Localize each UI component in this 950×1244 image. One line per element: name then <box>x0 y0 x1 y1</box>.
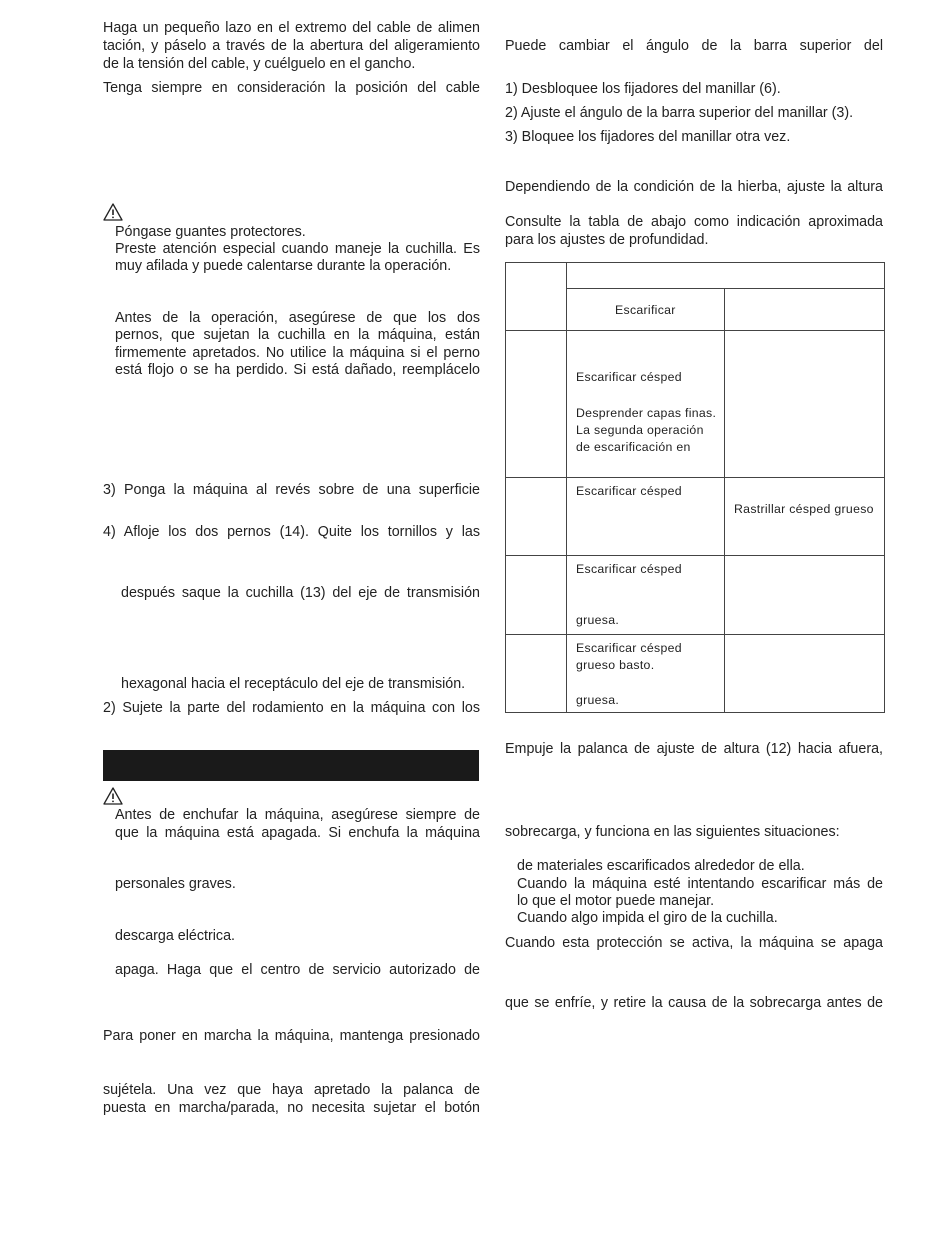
bullet3-line: Cuando algo impida el giro de la cuchilla. <box>517 910 778 926</box>
table-header-cell-col2 <box>725 289 885 331</box>
left-p1-line3: de la tensión del cable, y cuélguelo en el gancho. <box>103 56 416 72</box>
left-p2-line1: Tenga siempre en consideración la posición del cable <box>103 80 480 96</box>
table-header-cell-setting <box>506 263 567 331</box>
row4-col1-line1: Escarificar césped <box>576 641 682 655</box>
left-p4-line1: Para poner en marcha la máquina, mantenga presionado <box>103 1028 480 1044</box>
step2-line: 2) Sujete la parte del rodamiento en la máquina con los <box>103 700 480 716</box>
hex-line: hexagonal hacia el receptáculo del eje de transmisión. <box>121 676 466 692</box>
row2-col1: Escarificar césped <box>576 484 682 498</box>
step4-cont-line: después saque la cuchilla (13) del eje de transmisión <box>121 585 480 601</box>
row1-col1-line1: Escarificar césped <box>576 370 682 384</box>
right-p4-line1: Empuje la palanca de ajuste de altura (12) hacia afuera, <box>505 741 883 757</box>
left-p5-line1: sujétela. Una vez que haya apretado la palanca de <box>103 1082 480 1098</box>
left-p1-line1: Haga un pequeño lazo en el extremo del cable de alimen <box>103 20 480 36</box>
warning1-line3: muy afilada y puede calentarse durante la operación. <box>115 258 452 274</box>
table-row <box>506 635 885 713</box>
table-row <box>506 331 885 478</box>
row3-col1-line2: gruesa. <box>576 613 620 627</box>
table-cell <box>506 331 567 478</box>
table-cell <box>567 478 725 556</box>
right-p7-line1: que se enfríe, y retire la causa de la sobrecarga antes de <box>505 995 883 1011</box>
right-list-item-2: 2) Ajuste el ángulo de la barra superior del manillar (3). <box>505 105 854 121</box>
right-p6-line1: Cuando esta protección se activa, la máquina se apaga <box>505 935 883 951</box>
right-p3-line1: Consulte la tabla de abajo como indicación aproximada <box>505 214 883 230</box>
right-list-item-1: 1) Desbloquee los fijadores del manillar (6). <box>505 81 781 97</box>
table-cell <box>567 331 725 478</box>
warning2-line1: Antes de enchufar la máquina, asegúrese siempre de <box>115 807 480 823</box>
table-cell <box>725 635 885 713</box>
step3-line: 3) Ponga la máquina al revés sobre de una superficie <box>103 482 480 498</box>
table-cell <box>506 556 567 635</box>
bullet1-line: de materiales escarificados alrededor de ella. <box>517 858 805 874</box>
depth-settings-table <box>505 262 885 713</box>
warning2-line2: que la máquina está apagada. Si enchufa la máquina <box>115 825 480 841</box>
warning1-line2: Preste atención especial cuando maneje la cuchilla. Es <box>115 241 480 257</box>
row4-col1-line2: grueso basto. <box>576 658 655 672</box>
warning2-line3: personales graves. <box>115 876 236 892</box>
warning2-line5: apaga. Haga que el centro de servicio autorizado de <box>115 962 480 978</box>
row1-col1-line3: La segunda operación <box>576 423 704 437</box>
bullet2-line1: Cuando la máquina esté intentando escarificar más de <box>517 876 883 892</box>
table-header-cell-escarificar <box>567 289 725 331</box>
left-p1-line2: tación, y páselo a través de la abertura del aligeramiento <box>103 38 480 54</box>
table-row <box>506 556 885 635</box>
warning1-line1: Póngase guantes protectores. <box>115 224 306 240</box>
right-p1-line1: Puede cambiar el ángulo de la barra superior del <box>505 38 883 54</box>
step4-line: 4) Afloje los dos pernos (14). Quite los tornillos y las <box>103 524 480 540</box>
right-p2-line1: Dependiendo de la condición de la hierba, ajuste la altura <box>505 179 883 195</box>
right-list-item-3: 3) Bloquee los fijadores del manillar otra vez. <box>505 129 791 145</box>
left-p3-line1: Antes de la operación, asegúrese de que los dos <box>115 310 480 326</box>
warning2-line4: descarga eléctrica. <box>115 928 235 944</box>
warning-triangle-icon <box>103 787 123 805</box>
table-header-cell-group <box>567 263 885 289</box>
left-p3-line2: pernos, que sujetan la cuchilla en la máquina, están <box>115 327 480 343</box>
table-cell <box>506 635 567 713</box>
row1-col1-line4: de escarificación en <box>576 440 691 454</box>
row1-col1-line2: Desprender capas finas. <box>576 406 717 420</box>
right-p5-line1: sobrecarga, y funciona en las siguientes situaciones: <box>505 824 840 840</box>
row2-col2: Rastrillar césped grueso <box>734 502 874 516</box>
right-p3-line2: para los ajustes de profundidad. <box>505 232 709 248</box>
table-cell <box>567 556 725 635</box>
row4-col1-line3: gruesa. <box>576 693 620 707</box>
table-cell <box>506 478 567 556</box>
section-heading-bar <box>103 750 479 781</box>
table-cell <box>725 556 885 635</box>
row3-col1-line1: Escarificar césped <box>576 562 682 576</box>
table-cell <box>725 478 885 556</box>
table-row <box>506 263 885 289</box>
left-p5-line2: puesta en marcha/parada, no necesita sujetar el botón <box>103 1100 480 1116</box>
bullet2-line2: lo que el motor puede manejar. <box>517 893 715 909</box>
table-cell <box>725 331 885 478</box>
left-p3-line4: está flojo o se ha perdido. Si está dañado, reemplácelo <box>115 362 480 378</box>
table-row <box>506 478 885 556</box>
warning-triangle-icon <box>103 203 123 221</box>
table-cell <box>567 635 725 713</box>
table-header-escarificar: Escarificar <box>615 303 676 317</box>
left-p3-line3: firmemente apretados. No utilice la máquina si el perno <box>115 345 480 361</box>
